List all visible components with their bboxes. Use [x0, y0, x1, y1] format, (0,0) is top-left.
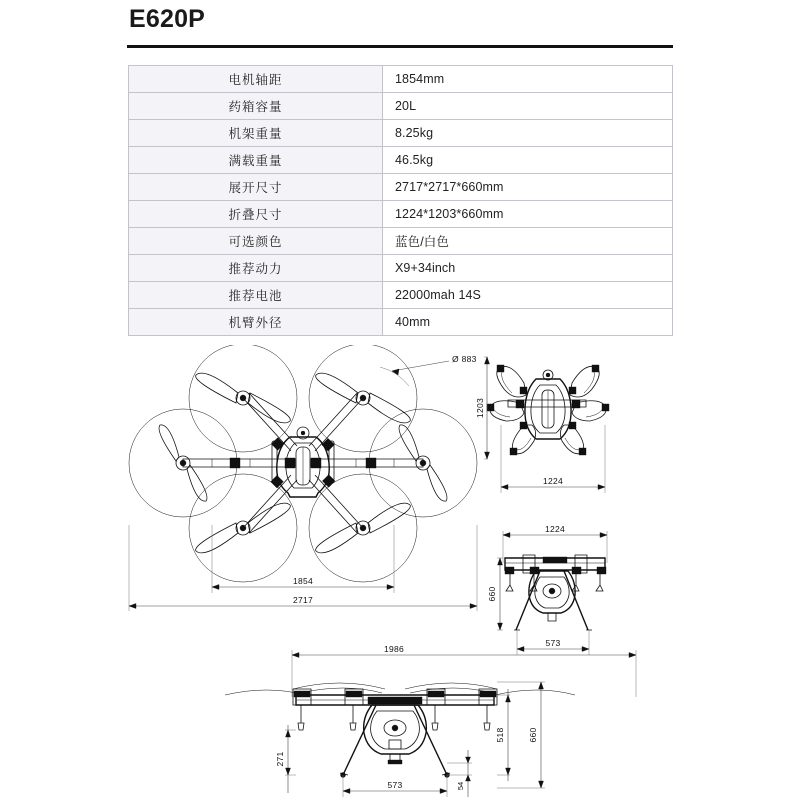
table-row — [129, 309, 673, 336]
svg-text:573: 573 — [387, 780, 403, 790]
dim-prop-diameter: Ø 883 — [452, 354, 477, 364]
svg-text:1224: 1224 — [542, 476, 564, 486]
table-row — [129, 282, 673, 309]
folded-front-view — [487, 524, 607, 655]
table-row — [129, 147, 673, 174]
table-row — [129, 201, 673, 228]
svg-text:573: 573 — [545, 638, 561, 648]
spec-label-tank-capacity: 药箱容量 — [129, 93, 383, 120]
dim-front-ground-clearance — [447, 750, 472, 797]
drawings-svg — [0, 345, 800, 800]
spec-label-optional-colors: 可选颜色 — [129, 228, 383, 255]
unfolded-front-view — [225, 644, 636, 797]
svg-text:54: 54 — [456, 781, 465, 791]
table-row — [129, 174, 673, 201]
svg-text:660: 660 — [487, 586, 497, 602]
table-row — [129, 255, 673, 282]
table-row — [129, 228, 673, 255]
spec-value-optional-colors: 蓝色/白色 — [383, 228, 673, 255]
dim-folded-leg-span — [517, 630, 589, 655]
page-title: E620P — [129, 5, 206, 33]
svg-text:660: 660 — [528, 727, 538, 743]
spec-value-arm-diameter: 40mm — [383, 309, 673, 336]
front-deck — [293, 689, 497, 730]
table-row — [129, 66, 673, 93]
spec-value-motor-wheelbase: 1854mm — [383, 66, 673, 93]
spec-label-unfolded-size: 展开尺寸 — [129, 174, 383, 201]
spec-value-recommended-power: X9+34inch — [383, 255, 673, 282]
prop-diameter-callout — [380, 354, 477, 386]
spec-label-recommended-power: 推荐动力 — [129, 255, 383, 282]
svg-text:1224: 1224 — [544, 524, 566, 534]
spec-label-frame-weight: 机架重量 — [129, 120, 383, 147]
folded-front-deck — [505, 555, 606, 591]
technical-drawings-area — [0, 345, 800, 800]
spec-value-recommended-battery: 22000mah 14S — [383, 282, 673, 309]
dim-front-leg-span — [343, 775, 447, 797]
front-propellers — [225, 683, 575, 695]
dim-front-leg-height — [275, 725, 296, 793]
spec-value-max-takeoff-weight: 46.5kg — [383, 147, 673, 174]
spec-label-folded-size: 折叠尺寸 — [129, 201, 383, 228]
spec-label-max-takeoff-weight: 满载重量 — [129, 147, 383, 174]
spec-table-body — [129, 66, 673, 336]
folded-front-payload — [514, 571, 592, 630]
table-row — [129, 93, 673, 120]
spec-label-motor-wheelbase: 电机轴距 — [129, 66, 383, 93]
dim-wheelbase — [212, 525, 394, 593]
specification-table — [128, 65, 673, 336]
spec-value-frame-weight: 8.25kg — [383, 120, 673, 147]
front-payload — [340, 705, 450, 778]
spec-value-folded-size: 1224*1203*660mm — [383, 201, 673, 228]
dim-overall-width — [129, 525, 477, 611]
spec-label-recommended-battery: 推荐电池 — [129, 282, 383, 309]
svg-text:271: 271 — [275, 751, 285, 767]
spec-label-arm-diameter: 机臂外径 — [129, 309, 383, 336]
svg-text:1986: 1986 — [383, 644, 405, 654]
svg-text:518: 518 — [495, 727, 505, 743]
spec-value-tank-capacity: 20L — [383, 93, 673, 120]
folded-top-view — [475, 357, 628, 493]
svg-text:1203: 1203 — [475, 397, 485, 419]
dim-front-span — [292, 644, 636, 697]
unfolded-top-view — [129, 345, 477, 611]
fuselage-body — [272, 427, 334, 497]
table-row — [129, 120, 673, 147]
spec-value-unfolded-size: 2717*2717*660mm — [383, 174, 673, 201]
page-header — [127, 2, 673, 48]
title-divider — [127, 45, 673, 48]
svg-text:1854: 1854 — [292, 576, 314, 586]
svg-text:2717: 2717 — [292, 595, 314, 605]
dim-folded-front-height — [487, 558, 503, 630]
